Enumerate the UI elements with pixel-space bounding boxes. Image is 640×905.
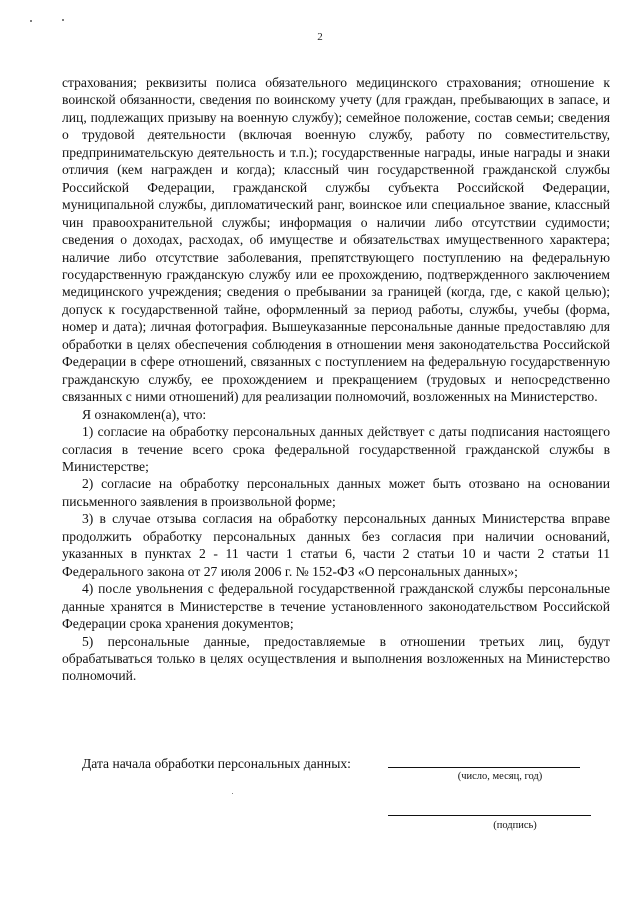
scan-speck bbox=[232, 793, 233, 794]
list-item: 3) в случае отзыва согласия на обработку персональных данных Министерства вправе продолжить обработку персональных данных без согласия при наличии оснований, указанных в пунктах 2 - 11 части 1 статьи 6, части 2 статьи 10 и части 2 статьи 11 Федерального закона от 27 июля 2006 г. № 152-ФЗ «О персональных данных»; bbox=[62, 511, 610, 579]
acknowledged-heading: Я ознакомлен(а), что: bbox=[82, 406, 207, 422]
signature-fill-line[interactable] bbox=[388, 815, 591, 816]
list-item: 1) согласие на обработку персональных данных действует с даты подписания настоящего согласия в течение всего срока федеральной государственной гражданской службы в Министерстве; bbox=[62, 424, 610, 474]
list-item: 2) согласие на обработку персональных данных может быть отозвано на основании письменного заявления в произвольной форме; bbox=[62, 476, 610, 509]
scan-speck bbox=[30, 20, 32, 22]
scan-speck bbox=[62, 19, 64, 21]
page-number: 2 bbox=[317, 31, 323, 43]
start-date-label: Дата начала обработки персональных данных: bbox=[82, 756, 351, 771]
consent-text bbox=[62, 74, 610, 685]
date-fill-line[interactable] bbox=[388, 767, 580, 768]
list-item: 5) персональные данные, предоставляемые в отношении третьих лиц, будут обрабатываться только в целях осуществления и выполнения возложенных на Министерство полномочий. bbox=[62, 633, 610, 684]
signature-caption: (подпись) bbox=[493, 820, 537, 831]
date-caption: (число, месяц, год) bbox=[457, 771, 543, 782]
intro-paragraph: страхования; реквизиты полиса обязательного медицинского страхования; отношение к воинской обязанности, сведения по воинскому учету (для граждан, пребывающих в запасе, и лиц, подлежащих призыву на военную службу); семейное положение, состав семьи; сведения о трудовой деятельности (включая военную службу, работу по совместительству, предпринимательскую деятельность и т.п.); государственные награды, иные награды и знаки отличия (кем награжден и когда); классный чин государственной гражданской службы Российской Федерации, гражданской службы субъекта Российской Федерации, муниципальной службы, дипломатический ранг, воинское или специальное звание, классный чин правоохранительной службы; информация о наличии либо отсутствии судимости; сведения о доходах, расходах, об имуществе и обязательствах имущественного характера; наличие либо отсутствие заболевания, препятствующего поступлению на федеральную государственную гражданскую службу или ее прохождению, подтвержденного заключением медицинского учреждения; сведения о пребывании за границей (когда, где, с какой целью); допуск к государственной тайне, оформленный за период работы, службы, учебы (форма, номер и дата); личная фотография. Вышеуказанные персональные данные предоставляю для обработки в целях обеспечения соблюдения в отношении меня законодательства Российской Федерации в сфере отношений, связанных с поступлением на федеральную государственную гражданскую службу, ее прохождением и прекращением (трудовых и непосредственно связанных с ними отношений) для реализации полномочий, возложенных на Министерство. bbox=[62, 75, 610, 405]
list-item: 4) после увольнения с федеральной государственной гражданской службы персональные данные хранятся в Министерстве в течение установленного законодательством Российской Федерации срока хранения документов; bbox=[62, 581, 610, 632]
